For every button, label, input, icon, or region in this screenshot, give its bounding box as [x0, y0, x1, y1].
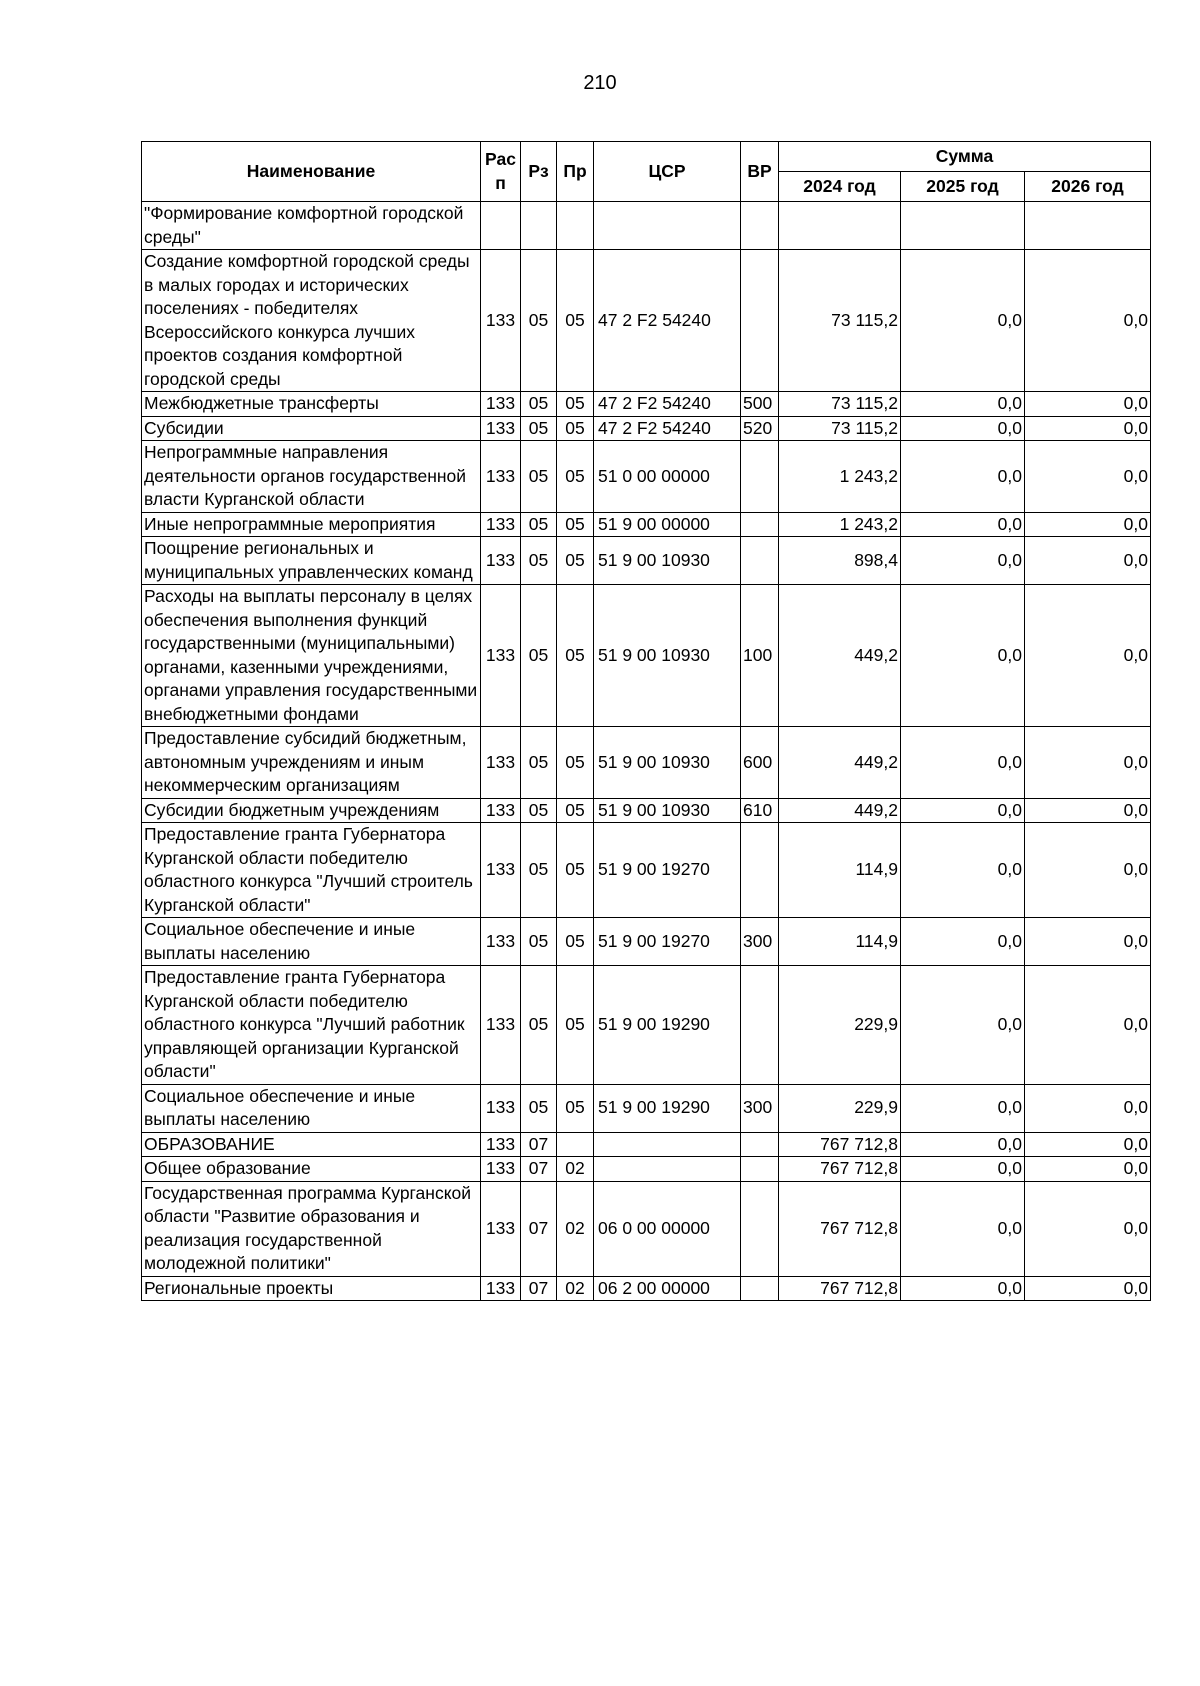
cell-2024: 73 115,2: [779, 416, 901, 441]
cell-2024: 1 243,2: [779, 441, 901, 513]
cell-pr: [557, 202, 594, 250]
cell-2026: 0,0: [1025, 250, 1151, 392]
cell-rz: 07: [521, 1132, 557, 1157]
cell-pr: [557, 1132, 594, 1157]
cell-2024: 767 712,8: [779, 1181, 901, 1276]
cell-rasp: 133: [481, 441, 521, 513]
cell-vr: [741, 512, 779, 537]
cell-rz: 05: [521, 250, 557, 392]
cell-rz: 05: [521, 798, 557, 823]
table-row: [142, 727, 1151, 799]
table-row: [142, 537, 1151, 585]
cell-pr: 02: [557, 1181, 594, 1276]
table-row: [142, 1084, 1151, 1132]
cell-rz: 07: [521, 1157, 557, 1182]
cell-rasp: 133: [481, 1276, 521, 1301]
cell-2025: [901, 202, 1025, 250]
cell-rasp: 133: [481, 966, 521, 1085]
cell-rasp: 133: [481, 1132, 521, 1157]
cell-2024: 767 712,8: [779, 1276, 901, 1301]
cell-2024: 114,9: [779, 918, 901, 966]
cell-pr: 02: [557, 1157, 594, 1182]
cell-vr: 500: [741, 392, 779, 417]
table-row: [142, 441, 1151, 513]
cell-name: Непрограммные направления деятельности органов государственной власти Курганской области: [142, 441, 481, 513]
table-row: [142, 202, 1151, 250]
header-csr: ЦСР: [594, 142, 741, 202]
cell-rz: 05: [521, 1084, 557, 1132]
cell-csr: [594, 202, 741, 250]
table-row: [142, 250, 1151, 392]
cell-2026: 0,0: [1025, 1157, 1151, 1182]
header-vr: ВР: [741, 142, 779, 202]
cell-rasp: 133: [481, 250, 521, 392]
cell-name: Иные непрограммные мероприятия: [142, 512, 481, 537]
cell-rasp: 133: [481, 416, 521, 441]
cell-pr: 05: [557, 416, 594, 441]
cell-vr: [741, 1181, 779, 1276]
cell-2025: 0,0: [901, 1157, 1025, 1182]
cell-2024: 73 115,2: [779, 250, 901, 392]
cell-rz: 05: [521, 416, 557, 441]
cell-2026: 0,0: [1025, 823, 1151, 918]
header-rz: Рз: [521, 142, 557, 202]
cell-2024: 229,9: [779, 966, 901, 1085]
table-row: [142, 512, 1151, 537]
cell-name: Региональные проекты: [142, 1276, 481, 1301]
cell-2026: 0,0: [1025, 416, 1151, 441]
cell-2025: 0,0: [901, 250, 1025, 392]
cell-2025: 0,0: [901, 1132, 1025, 1157]
cell-2024: 898,4: [779, 537, 901, 585]
cell-2025: 0,0: [901, 537, 1025, 585]
cell-2025: 0,0: [901, 585, 1025, 727]
cell-rasp: 133: [481, 918, 521, 966]
cell-rz: 05: [521, 966, 557, 1085]
cell-name: Социальное обеспечение и иные выплаты населению: [142, 1084, 481, 1132]
cell-rz: 07: [521, 1181, 557, 1276]
table-row: [142, 1157, 1151, 1182]
cell-vr: 300: [741, 918, 779, 966]
cell-pr: 05: [557, 918, 594, 966]
cell-vr: 520: [741, 416, 779, 441]
cell-2024: 449,2: [779, 727, 901, 799]
cell-csr: 51 9 00 19270: [594, 823, 741, 918]
cell-vr: [741, 1132, 779, 1157]
cell-name: Предоставление гранта Губернатора Курганской области победителю областного конкурса "Лучший строитель Курганской области": [142, 823, 481, 918]
cell-2025: 0,0: [901, 392, 1025, 417]
table-row: [142, 966, 1151, 1085]
cell-name: Создание комфортной городской среды в малых городах и исторических поселениях - победителях Всероссийского конкурса лучших проектов создания комфортной городской среды: [142, 250, 481, 392]
cell-2024: 229,9: [779, 1084, 901, 1132]
cell-rz: 05: [521, 441, 557, 513]
table-row: [142, 798, 1151, 823]
header-2026: 2026 год: [1025, 172, 1151, 202]
cell-2024: 114,9: [779, 823, 901, 918]
table-row: [142, 392, 1151, 417]
cell-rasp: [481, 202, 521, 250]
table-body: [142, 202, 1151, 1301]
table-row: [142, 918, 1151, 966]
cell-rz: 05: [521, 727, 557, 799]
cell-vr: [741, 537, 779, 585]
cell-2024: 73 115,2: [779, 392, 901, 417]
cell-rz: 05: [521, 823, 557, 918]
cell-2025: 0,0: [901, 966, 1025, 1085]
cell-csr: 51 9 00 00000: [594, 512, 741, 537]
header-2025: 2025 год: [901, 172, 1025, 202]
cell-2025: 0,0: [901, 918, 1025, 966]
cell-name: Субсидии бюджетным учреждениям: [142, 798, 481, 823]
cell-name: "Формирование комфортной городской среды": [142, 202, 481, 250]
table-row: [142, 1276, 1151, 1301]
cell-pr: 05: [557, 727, 594, 799]
cell-rasp: 133: [481, 1157, 521, 1182]
cell-rasp: 133: [481, 537, 521, 585]
cell-name: Расходы на выплаты персоналу в целях обеспечения выполнения функций государственными (муниципальными) органами, казенными учреждениями, органами управления государственными внебюджетными фондами: [142, 585, 481, 727]
cell-2025: 0,0: [901, 441, 1025, 513]
cell-2025: 0,0: [901, 1276, 1025, 1301]
cell-pr: 05: [557, 441, 594, 513]
cell-rasp: 133: [481, 1084, 521, 1132]
cell-2026: 0,0: [1025, 966, 1151, 1085]
cell-name: Субсидии: [142, 416, 481, 441]
cell-vr: [741, 441, 779, 513]
cell-csr: 06 0 00 00000: [594, 1181, 741, 1276]
cell-2025: 0,0: [901, 512, 1025, 537]
cell-vr: [741, 1157, 779, 1182]
table-row: [142, 416, 1151, 441]
cell-pr: 05: [557, 823, 594, 918]
cell-2026: 0,0: [1025, 441, 1151, 513]
cell-csr: 51 9 00 10930: [594, 727, 741, 799]
header-rasp: Рас п: [481, 142, 521, 202]
cell-name: Социальное обеспечение и иные выплаты населению: [142, 918, 481, 966]
cell-2026: 0,0: [1025, 537, 1151, 585]
cell-csr: 51 9 00 10930: [594, 537, 741, 585]
cell-rz: 05: [521, 512, 557, 537]
cell-pr: 05: [557, 798, 594, 823]
cell-2026: 0,0: [1025, 727, 1151, 799]
cell-pr: 05: [557, 512, 594, 537]
cell-rasp: 133: [481, 585, 521, 727]
cell-csr: [594, 1132, 741, 1157]
cell-rasp: 133: [481, 823, 521, 918]
cell-rz: 07: [521, 1276, 557, 1301]
cell-name: Поощрение региональных и муниципальных управленческих команд: [142, 537, 481, 585]
cell-2024: [779, 202, 901, 250]
cell-name: Предоставление гранта Губернатора Курганской области победителю областного конкурса "Лучший работник управляющей организации Курганской области": [142, 966, 481, 1085]
cell-pr: 05: [557, 585, 594, 727]
cell-rz: [521, 202, 557, 250]
table-row: [142, 1181, 1151, 1276]
cell-pr: 05: [557, 1084, 594, 1132]
budget-table: [141, 141, 1151, 1301]
cell-rasp: 133: [481, 1181, 521, 1276]
cell-name: Государственная программа Курганской области "Развитие образования и реализация государственной молодежной политики": [142, 1181, 481, 1276]
cell-name: Предоставление субсидий бюджетным, автономным учреждениям и иным некоммерческим организациям: [142, 727, 481, 799]
cell-csr: 51 9 00 10930: [594, 798, 741, 823]
cell-vr: 300: [741, 1084, 779, 1132]
cell-2026: 0,0: [1025, 798, 1151, 823]
cell-2026: 0,0: [1025, 392, 1151, 417]
cell-pr: 05: [557, 537, 594, 585]
cell-2026: 0,0: [1025, 1276, 1151, 1301]
cell-csr: 51 9 00 19270: [594, 918, 741, 966]
header-sum: Сумма: [779, 142, 1151, 172]
cell-2024: 449,2: [779, 585, 901, 727]
cell-csr: 06 2 00 00000: [594, 1276, 741, 1301]
cell-vr: [741, 1276, 779, 1301]
cell-2025: 0,0: [901, 416, 1025, 441]
cell-rz: 05: [521, 537, 557, 585]
cell-2025: 0,0: [901, 798, 1025, 823]
cell-2026: 0,0: [1025, 918, 1151, 966]
cell-name: Межбюджетные трансферты: [142, 392, 481, 417]
cell-rasp: 133: [481, 512, 521, 537]
cell-2025: 0,0: [901, 823, 1025, 918]
cell-vr: [741, 250, 779, 392]
page-number: 210: [583, 72, 617, 94]
cell-2026: [1025, 202, 1151, 250]
cell-vr: 100: [741, 585, 779, 727]
cell-vr: [741, 823, 779, 918]
cell-pr: 05: [557, 392, 594, 417]
cell-csr: 47 2 F2 54240: [594, 416, 741, 441]
cell-2024: 767 712,8: [779, 1157, 901, 1182]
cell-csr: 47 2 F2 54240: [594, 250, 741, 392]
cell-2024: 1 243,2: [779, 512, 901, 537]
cell-pr: 05: [557, 250, 594, 392]
cell-2025: 0,0: [901, 1084, 1025, 1132]
cell-vr: [741, 966, 779, 1085]
cell-2026: 0,0: [1025, 585, 1151, 727]
cell-vr: 610: [741, 798, 779, 823]
header-name: Наименование: [142, 142, 481, 202]
cell-vr: [741, 202, 779, 250]
cell-rz: 05: [521, 585, 557, 727]
cell-csr: 47 2 F2 54240: [594, 392, 741, 417]
cell-csr: 51 9 00 10930: [594, 585, 741, 727]
cell-2024: 449,2: [779, 798, 901, 823]
cell-rasp: 133: [481, 392, 521, 417]
table-row: [142, 1132, 1151, 1157]
cell-2026: 0,0: [1025, 1181, 1151, 1276]
cell-rz: 05: [521, 918, 557, 966]
cell-name: Общее образование: [142, 1157, 481, 1182]
cell-2025: 0,0: [901, 727, 1025, 799]
cell-csr: [594, 1157, 741, 1182]
table-header: [142, 142, 1151, 202]
header-pr: Пр: [557, 142, 594, 202]
header-2024: 2024 год: [779, 172, 901, 202]
cell-rasp: 133: [481, 727, 521, 799]
cell-csr: 51 0 00 00000: [594, 441, 741, 513]
cell-2026: 0,0: [1025, 1084, 1151, 1132]
table-row: [142, 823, 1151, 918]
cell-pr: 02: [557, 1276, 594, 1301]
cell-2026: 0,0: [1025, 512, 1151, 537]
cell-rasp: 133: [481, 798, 521, 823]
table-row: [142, 585, 1151, 727]
cell-vr: 600: [741, 727, 779, 799]
cell-2024: 767 712,8: [779, 1132, 901, 1157]
cell-2026: 0,0: [1025, 1132, 1151, 1157]
cell-pr: 05: [557, 966, 594, 1085]
cell-2025: 0,0: [901, 1181, 1025, 1276]
cell-name: ОБРАЗОВАНИЕ: [142, 1132, 481, 1157]
cell-rz: 05: [521, 392, 557, 417]
cell-csr: 51 9 00 19290: [594, 1084, 741, 1132]
cell-csr: 51 9 00 19290: [594, 966, 741, 1085]
